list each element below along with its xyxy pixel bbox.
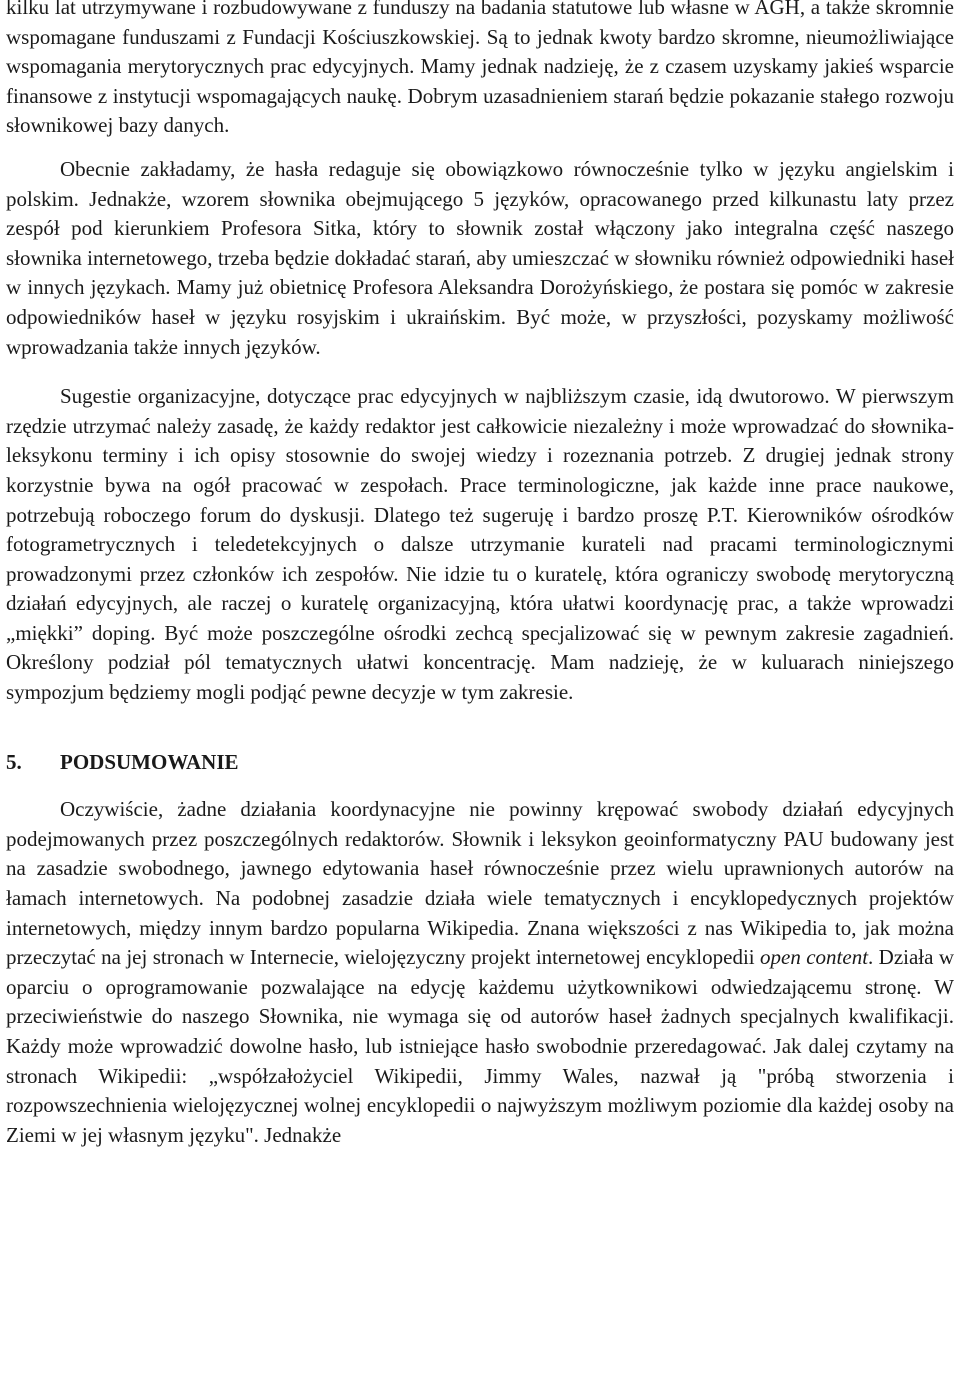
section-number: 5.	[6, 749, 22, 774]
document-page	[6, 0, 954, 1381]
summary-text-end: . Działa w oparciu o oprogramowanie pozwalające na edycję każdemu użytkownikowi odwiedzającemu stronę. W przeciwieństwie do naszego Słownika, nie wymaga się od autorów haseł żadnych specjalnych kwalifikacji. Każdy może wprowadzić dowolne hasło, lub istniejące hasło swobodnie przeredagować. Jak dalej czytamy na stronach Wikipedii: „współzałożyciel Wikipedii, Jimmy Wales, nazwał ją "próbą stworzenia i rozpowszechnienia wielojęzycznej wolnej encyklopedii o najwyższym możliwym poziomie dla każdej osoby na Ziemi w jej własnym języku". Jednakże	[6, 945, 954, 1147]
paragraph-funding: kilku lat utrzymywane i rozbudowywane z funduszy na badania statutowe lub własne w AGH, a także skromnie wspomagane funduszami z Fundacji Kościuszkowskiej. Są to jednak kwoty bardzo skromne, nieumożliwiające wspomagania merytorycznych prac edycyjnych. Mamy jednak nadzieję, że z czasem uzyskamy jakieś wsparcie finansowe z instytucji wspomagających naukę. Dobrym uzasadnieniem starań będzie pokazanie stałego rozwoju słownikowej bazy danych.	[6, 0, 954, 138]
summary-text-start: Oczywiście, żadne działania koordynacyjne nie powinny krępować swobody działań edycyjnych podejmowanych przez poszczególnych redaktorów. Słownik i leksykon geoinformatyczny PAU budowany jest na zasadzie swobodnego, jawnego edytowania haseł równocześnie przez wielu uprawnionych autorów na łamach internetowych. Na podobnej zasadzie działa wiele tematycznych i encyklopedycznych projektów internetowych, między innym bardzo popularna Wikipedia. Znana większości z nas Wikipedia to, jak można przeczytać na jej stronach w Internecie, wielojęzyczny projekt internetowej encyklopedii	[6, 797, 954, 970]
paragraph-languages: Obecnie zakładamy, że hasła redaguje się obowiązkowo równocześnie tylko w języku angielskim i polskim. Jednakże, wzorem słownika obejmującego 5 języków, opracowanego przed kilkunastu laty przez zespół pod kierunkiem Profesora Sitka, który to słownik został włączony jako integralna część naszego słownika internetowego, trzeba będzie dokładać starań, aby umieszczać w słowniku również odpowiedniki haseł w innych językach. Mamy już obietnicę Profesora Aleksandra Dorożyńskiego, że postara się pomóc w zakresie odpowiedników haseł w języku rosyjskim i ukraińskim. Być może, w przyszłości, pozyskamy możliwość wprowadzania także innych języków.	[6, 156, 954, 359]
paragraph-summary	[6, 795, 954, 1150]
section-heading	[6, 748, 954, 778]
paragraph-organization: Sugestie organizacyjne, dotyczące prac edycyjnych w najbliższym czasie, idą dwutorowo. W pierwszym rzędzie utrzymać należy zasadę, że każdy redaktor jest całkowicie niezależny i może wprowadzać do słownika-leksykonu terminy i ich opisy stosownie do swojej wiedzy i rozeznania potrzeb. Z drugiej jednak strony korzystnie bywa na ogół pracować w zespołach. Prace terminologiczne, jak każde inne prace naukowe, potrzebują roboczego forum do dyskusji. Dlatego też sugeruję i bardzo proszę P.T. Kierowników ośrodków fotogrametrycznych i teledetekcyjnych o dalsze utrzymanie kurateli nad pracami terminologicznymi prowadzonymi przez członków ich zespołów. Nie idzie tu o kuratelę, która ograniczy swobodę merytoryczną działań edycyjnych, ale raczej o kuratelę organizacyjną, która ułatwi koordynację prac, a także wprowadzi „miękki” doping. Być może poszczególne ośrodki zechcą specjalizować się w pewnym zakresie zagadnień. Określony podział pól tematycznych ułatwi koncentrację. Mam nadzieję, że w kuluarach niniejszego sympozjum będziemy mogli podjąć pewne decyzje w tym zakresie.	[6, 384, 954, 705]
section-title: PODSUMOWANIE	[60, 749, 239, 774]
summary-italic-term: open content	[760, 945, 869, 970]
